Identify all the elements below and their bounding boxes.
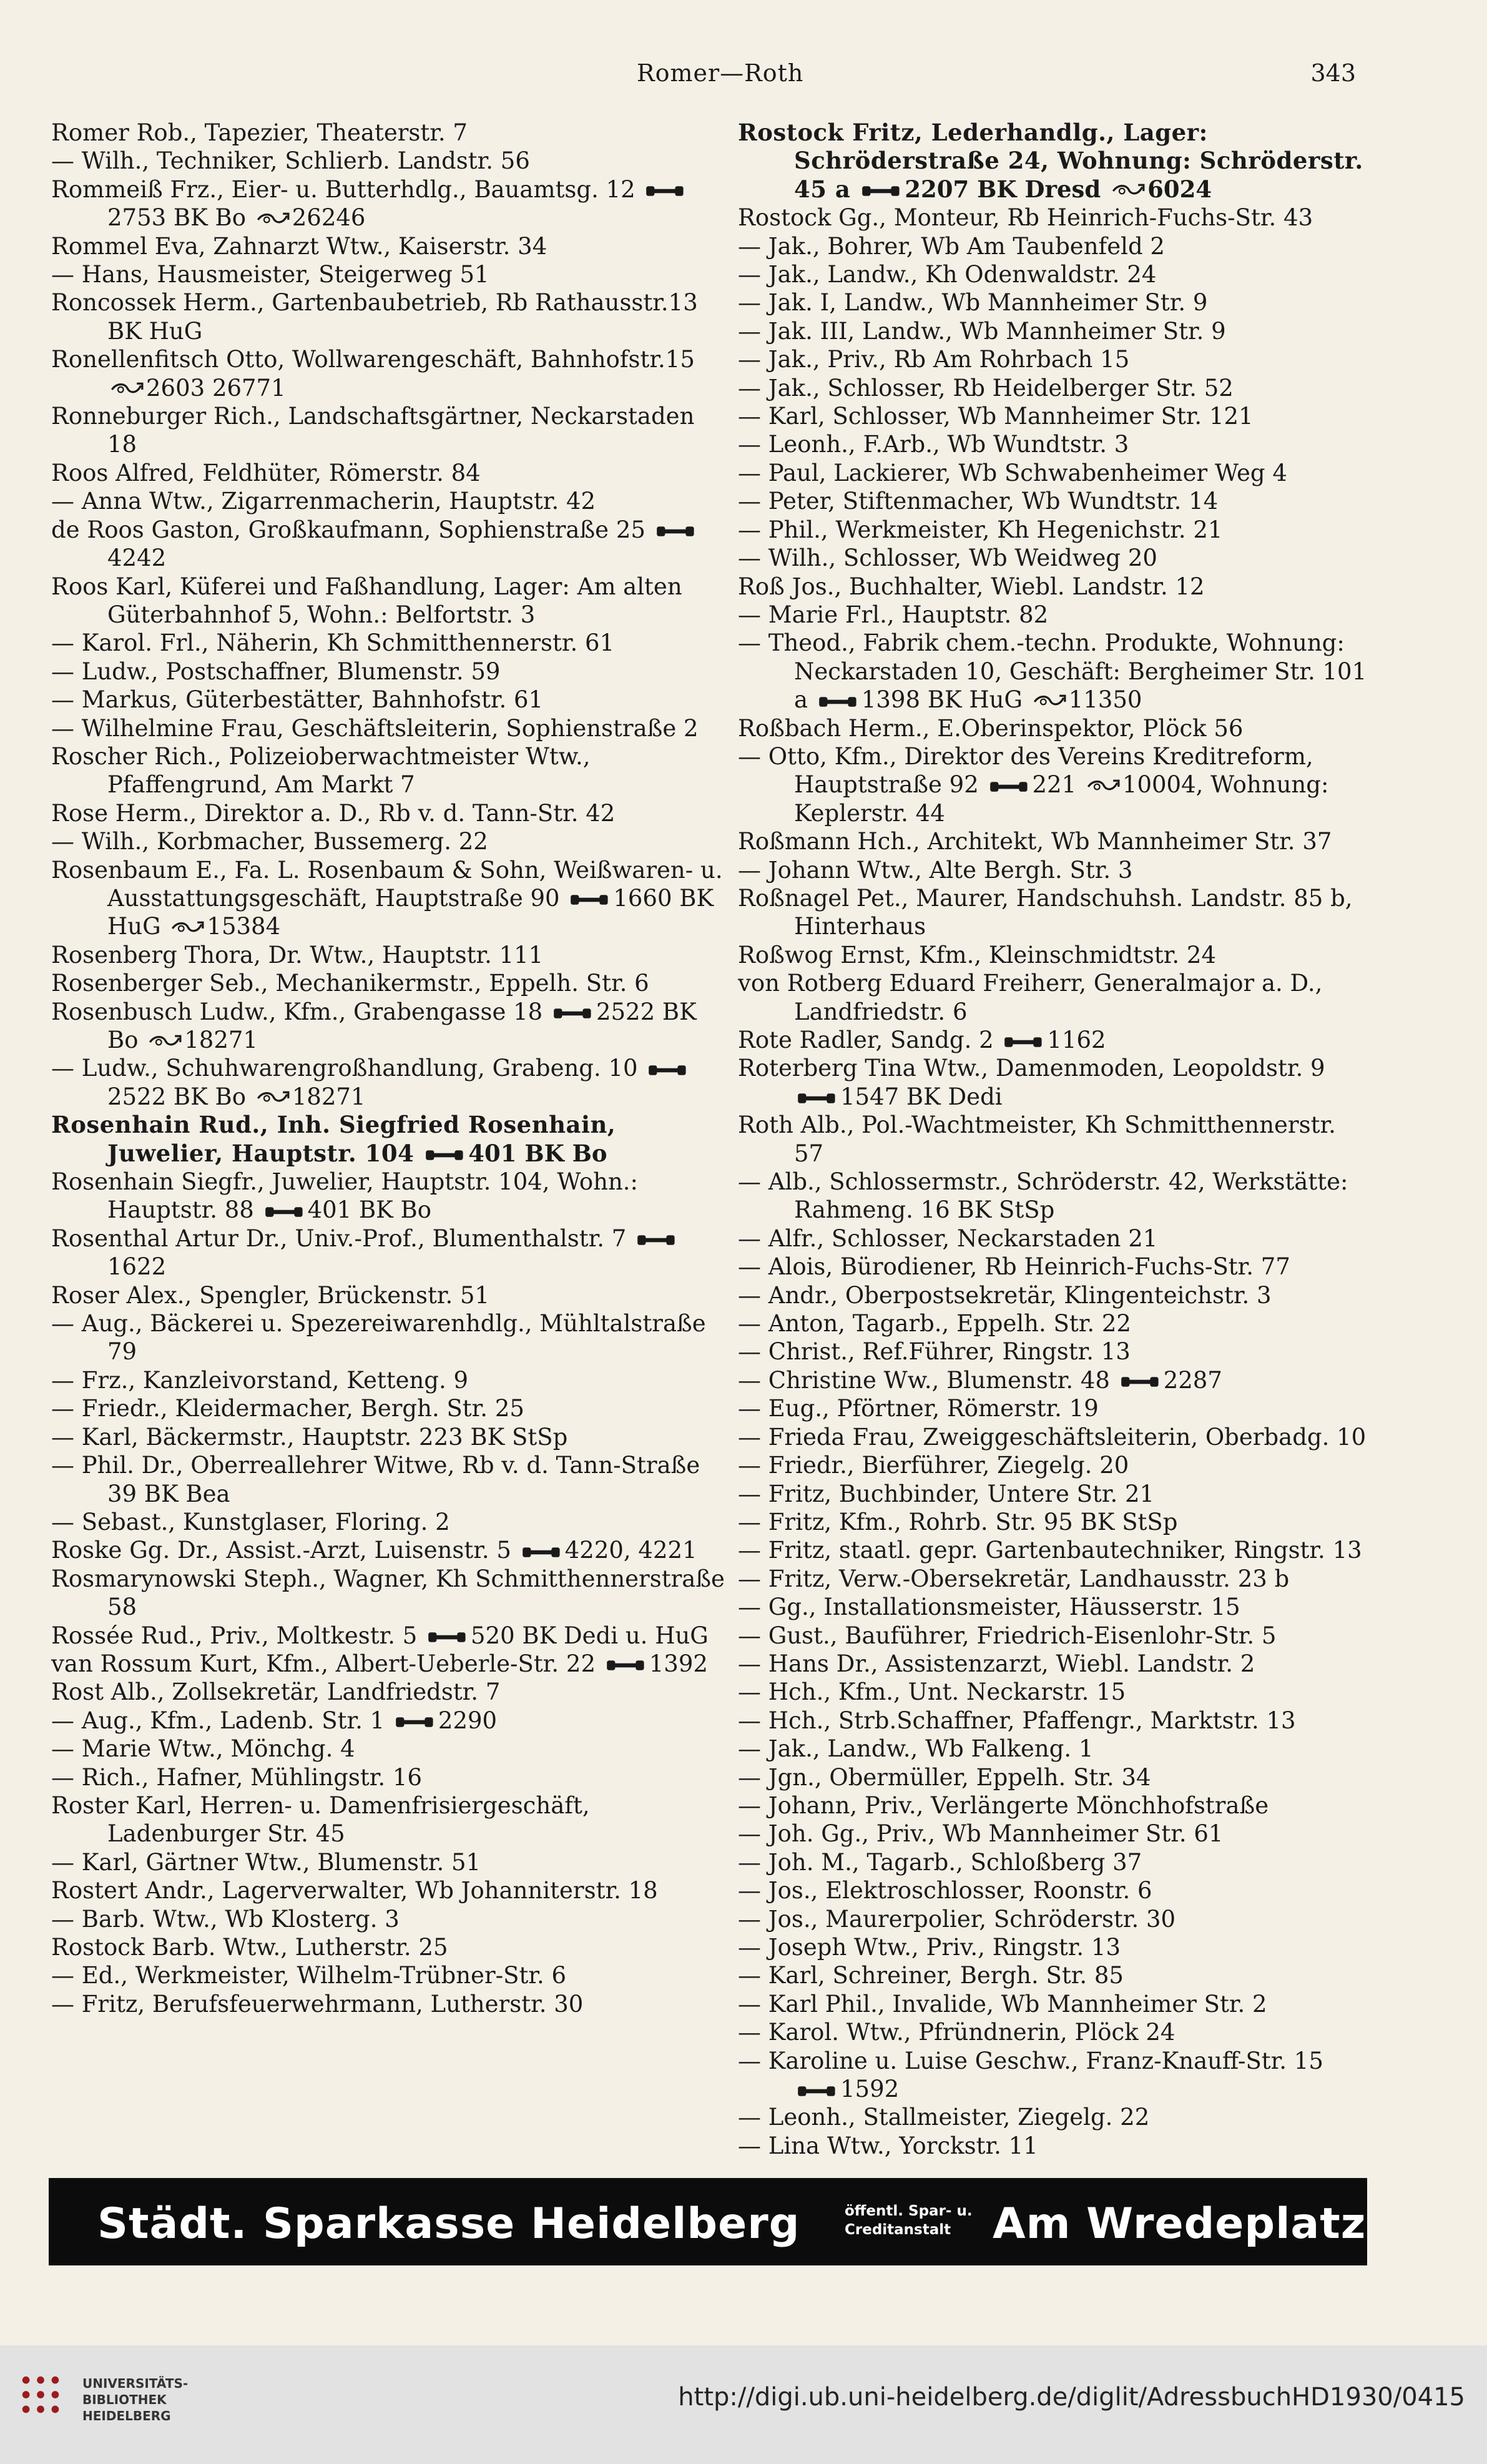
directory-entry [51,487,725,515]
banner-address: Am Wredeplatz [993,2199,1367,2249]
post-horn-icon [170,920,204,937]
entry-text: Roterberg Tina Wtw., Damenmoden, Leopoldstr. 9 [738,1055,1325,1082]
directory-entry [738,1054,1368,1111]
entry-text: Roncossek Herm., Gartenbaubetrieb, Rb Rathausstr.13 BK HuG [51,289,698,345]
library-name-line3: HEIDELBERG [82,2408,171,2423]
entry-text: — Aug., Bäckerei u. Spezereiwarenhdlg., Mühltalstraße 79 [51,1310,706,1366]
postal-account: 10004, Wohnung: Keplerstr. 44 [794,771,1329,827]
entry-text: — Jak., Bohrer, Wb Am Taubenfeld 2 [738,232,1165,260]
postal-account: 15384 [207,913,281,940]
telephone-receiver-icon [797,1092,838,1105]
entry-text: Rommeiß Frz., Eier- u. Butterhdlg., Bauamtsg. 12 [51,175,636,203]
directory-entry [51,1876,725,1905]
entry-text: — Rich., Hafner, Mühlingstr. 16 [51,1763,422,1791]
directory-entry [51,1565,725,1622]
entry-text: Rosenbaum E., Fa. L. Rosenbaum & Sohn, Weißwaren- u. Ausstattungsgeschäft, Hauptstraße 90 [51,856,723,912]
directory-entry [738,1735,1368,1763]
directory-entry [738,345,1368,373]
directory-entry [51,1309,725,1366]
banner-subtitle-line1: öffentl. Spar- u. [845,2203,973,2219]
entry-text: — Alfr., Schlosser, Neckarstaden 21 [738,1225,1158,1252]
directory-entry [51,1763,725,1791]
entry-text: — Karl, Bäckermstr., Hauptstr. 223 BK StSp [51,1423,568,1451]
entry-extra: 26771 [212,374,286,402]
directory-entry [51,175,725,232]
entry-text: — Barb. Wtw., Wb Klosterg. 3 [51,1905,400,1933]
entry-text: Rostock Fritz, Lederhandlg., Lager: Schröderstraße 24, Wohnung: Schröderstr. 45 a [738,119,1363,203]
directory-entry [51,1536,725,1564]
directory-entry [51,1394,725,1422]
entry-text: — Joh. Gg., Priv., Wb Mannheimer Str. 61 [738,1820,1224,1848]
entry-text: Roßbach Herm., E.Oberinspektor, Plöck 56 [738,714,1244,742]
directory-entry [51,1791,725,1848]
entry-text: Roßwog Ernst, Kfm., Kleinschmidtstr. 24 [738,941,1216,968]
post-horn-icon [256,1090,290,1106]
entry-text: — Wilhelmine Frau, Geschäftsleiterin, Sophienstraße 2 [51,714,699,742]
directory-entry [738,2018,1368,2046]
postal-account: 6024 [1147,175,1212,203]
directory-entry [738,1848,1368,1876]
directory-entry [51,629,725,657]
entry-text: — Wilh., Korbmacher, Bussemerg. 22 [51,828,488,855]
entry-text: — Jak., Schlosser, Rb Heidelberger Str. 52 [738,374,1234,402]
right-column [738,119,1368,2160]
entry-text: — Hans, Hausmeister, Steigerweg 51 [51,261,489,288]
entry-text: Roth Alb., Pol.-Wachtmeister, Kh Schmitthennerstr. 57 [738,1111,1336,1167]
directory-entry [738,1480,1368,1508]
telephone-number: 2290 [438,1707,498,1734]
telephone-number: 2522 BK Bo [107,1083,246,1110]
entry-text: — Jak., Priv., Rb Am Rohrbach 15 [738,346,1130,373]
entry-text: Rossée Rud., Priv., Moltkestr. 5 [51,1622,418,1649]
entry-text: — Andr., Oberpostsekretär, Klingenteichstr. 3 [738,1281,1272,1309]
entry-text: Roos Alfred, Feldhüter, Römerstr. 84 [51,459,481,486]
directory-entry [738,1820,1368,1848]
entry-text: — Gg., Installationsmeister, Häusserstr. 15 [738,1594,1240,1621]
entry-text: Ronellenfitsch Otto, Wollwarengeschäft, Bahnhofstr.15 [51,346,695,373]
viewer-footer [0,2345,1487,2464]
entry-text: Rosenbusch Ludw., Kfm., Grabengasse 18 [51,998,543,1025]
entry-text: Roscher Rich., Polizeioberwachtmeister Wtw., Pfaffengrund, Am Markt 7 [51,742,591,799]
directory-entry [51,1366,725,1394]
entry-text: — Peter, Stiftenmacher, Wb Wundtstr. 14 [738,488,1219,515]
entry-text: — Lina Wtw., Yorckstr. 11 [738,2132,1038,2159]
directory-entry [51,1423,725,1451]
telephone-number: 4242 [107,545,167,572]
entry-text: — Alb., Schlossermstr., Schröderstr. 42, Werkstätte: Rahmeng. 16 BK StSp [738,1168,1348,1224]
directory-entry [738,232,1368,260]
directory-entry [51,969,725,997]
directory-entry [738,1338,1368,1366]
entry-text: — Leonh., Stallmeister, Ziegelg. 22 [738,2104,1150,2131]
directory-entry [738,1309,1368,1338]
directory-entry [738,714,1368,742]
entry-text: — Fritz, staatl. gepr. Gartenbautechniker, Ringstr. 13 [738,1537,1362,1564]
directory-entry [51,827,725,855]
entry-text: — Ludw., Postschaffner, Blumenstr. 59 [51,658,501,685]
entry-text: — Karl, Schreiner, Bergh. Str. 85 [738,1962,1124,1989]
directory-entry [51,856,725,941]
entry-text: — Hch., Strb.Schaffner, Pfaffengr., Marktstr. 13 [738,1707,1296,1734]
entry-text: — Phil. Dr., Oberreallehrer Witwe, Rb v. d. Tann-Straße 39 BK Bea [51,1452,700,1507]
directory-entry [738,402,1368,430]
directory-entry [738,459,1368,487]
entry-text: Rosmarynowski Steph., Wagner, Kh Schmitthennerstraße 58 [51,1565,725,1621]
directory-entry [738,288,1368,317]
directory-entry [738,601,1368,629]
entry-text: Rosenberg Thora, Dr. Wtw., Hauptstr. 111 [51,941,544,968]
directory-entry [51,686,725,714]
entry-text: — Fritz, Verw.-Obersekretär, Landhausstr. 23 b [738,1565,1290,1592]
entry-text: Roßnagel Pet., Maurer, Handschuhsh. Landstr. 85 b, Hinterhaus [738,884,1353,940]
entry-text: — Karl, Gärtner Wtw., Blumenstr. 51 [51,1848,481,1876]
directory-entry [738,430,1368,458]
entry-text: — Marie Wtw., Mönchg. 4 [51,1735,355,1763]
telephone-receiver-icon [425,1148,466,1162]
directory-entry [738,2132,1368,2160]
telephone-number: 1392 [649,1650,708,1677]
postal-account: 18271 [292,1083,366,1110]
entry-text: Roster Karl, Herren- u. Damenfrisiergeschäft, Ladenburger Str. 45 [51,1791,590,1848]
directory-entry [51,573,725,629]
directory-entry [738,317,1368,345]
directory-entry [738,1876,1368,1905]
telephone-number: 401 BK Bo [468,1139,607,1167]
directory-entry [51,260,725,288]
advertisement-banner [49,2178,1367,2265]
entry-text: — Phil., Werkmeister, Kh Hegenichstr. 21 [738,516,1223,543]
directory-entry [738,544,1368,572]
telephone-receiver-icon [521,1545,562,1559]
entry-text: — Ludw., Schuhwarengroßhandlung, Grabeng. 10 [51,1055,638,1082]
directory-entry [738,856,1368,884]
entry-text: — Ed., Werkmeister, Wilhelm-Trübner-Str. 6 [51,1962,567,1989]
running-head: Romer—Roth [637,59,804,87]
telephone-receiver-icon [1120,1375,1161,1389]
directory-entry [51,1650,725,1678]
entry-text: — Christ., Ref.Führer, Ringstr. 13 [738,1338,1131,1366]
directory-entry [51,119,725,147]
telephone-receiver-icon [989,780,1030,794]
entry-text: — Karoline u. Luise Geschw., Franz-Knauff-Str. 15 [738,2047,1323,2074]
post-horn-icon [1033,694,1066,710]
postal-account: 26246 [292,204,366,232]
entry-text: — Paul, Lackierer, Wb Schwabenheimer Weg 4 [738,459,1287,486]
directory-entry [738,1168,1368,1225]
directory-entry [738,260,1368,288]
directory-entry [51,742,725,799]
directory-entry [738,884,1368,941]
directory-entry [51,1451,725,1508]
directory-entry [738,941,1368,969]
entry-text: Ronneburger Rich., Landschaftsgärtner, Neckarstaden 18 [51,403,695,458]
entry-text: — Frieda Frau, Zweiggeschäftsleiterin, Oberbadg. 10 [738,1423,1367,1451]
entry-text: — Friedr., Kleidermacher, Bergh. Str. 25 [51,1395,524,1422]
directory-entry [51,1054,725,1111]
directory-entry [738,1593,1368,1621]
telephone-number: 1660 BK HuG [107,884,714,940]
entry-text: — Fritz, Berufsfeuerwehrmann, Lutherstr. 30 [51,1990,584,2018]
entry-text: — Karl Phil., Invalide, Wb Mannheimer Str. 2 [738,1990,1267,2018]
directory-entry [51,1707,725,1735]
entry-text: — Hans Dr., Assistenzarzt, Wiebl. Landstr. 2 [738,1650,1255,1677]
entry-text: — Fritz, Kfm., Rohrb. Str. 95 BK StSp [738,1508,1178,1535]
directory-entry [738,1423,1368,1451]
directory-entry [51,714,725,742]
entry-text: von Rotberg Eduard Freiherr, Generalmajor a. D., Landfriedstr. 6 [738,970,1323,1025]
telephone-receiver-icon [655,525,697,538]
directory-entry [51,1622,725,1650]
directory-entry [51,998,725,1055]
entry-text: — Karol. Wtw., Pfründnerin, Plöck 24 [738,2019,1175,2046]
entry-text: — Markus, Güterbestätter, Bahnhofstr. 61 [51,686,544,714]
directory-entry [51,459,725,487]
telephone-number: 1162 [1047,1027,1106,1053]
entry-text: Roßmann Hch., Architekt, Wb Mannheimer Str. 37 [738,828,1332,855]
telephone-number: 520 BK Dedi u. HuG [471,1622,709,1649]
directory-entry [738,1763,1368,1791]
entry-text: — Jak. III, Landw., Wb Mannheimer Str. 9 [738,317,1226,345]
page-header [0,59,1487,97]
directory-entry [738,487,1368,515]
directory-entry [738,1707,1368,1735]
banner-subtitle-line2: Creditanstalt [845,2222,951,2238]
directory-entry [738,119,1368,204]
entry-text: Rostock Gg., Monteur, Rb Heinrich-Fuchs-Str. 43 [738,204,1313,232]
entry-text: — Eug., Pförtner, Römerstr. 19 [738,1395,1099,1422]
directory-entry [51,799,725,827]
directory-entry [51,288,725,345]
entry-text: — Jgn., Obermüller, Eppelh. Str. 34 [738,1763,1151,1791]
directory-entry [738,1536,1368,1564]
directory-entry [51,1735,725,1763]
directory-entry [738,1678,1368,1706]
library-logo-icon [16,2370,65,2419]
directory-entry [738,374,1368,402]
entry-text: de Roos Gaston, Großkaufmann, Sophienstraße 25 [51,516,645,543]
telephone-receiver-icon [395,1715,436,1729]
directory-entry [51,1990,725,2018]
entry-text: — Jak. I, Landw., Wb Mannheimer Str. 9 [738,289,1208,317]
library-name-line1: UNIVERSITÄTS- [82,2376,189,2391]
entry-text: — Wilh., Schlosser, Wb Weidweg 20 [738,545,1157,572]
telephone-receiver-icon [427,1630,468,1644]
directory-entry [738,1933,1368,1961]
postal-account: 11350 [1068,686,1142,714]
entry-text: — Jos., Maurerpolier, Schröderstr. 30 [738,1905,1176,1933]
entry-text: — Fritz, Buchbinder, Untere Str. 21 [738,1480,1155,1507]
post-horn-icon [256,212,290,228]
directory-entry [738,2047,1368,2104]
directory-entry [738,969,1368,1026]
entry-text: — Theod., Fabrik chem.-techn. Produkte, Wohnung: Neckarstaden 10, Geschäft: Bergheimer Str. 101 a [738,629,1367,714]
directory-entry [738,827,1368,855]
directory-entry [738,1225,1368,1253]
entry-text: van Rossum Kurt, Kfm., Albert-Ueberle-Str. 22 [51,1650,596,1677]
telephone-receiver-icon [552,1007,594,1020]
telephone-receiver-icon [861,184,902,198]
directory-entry [738,629,1368,714]
left-column [51,119,725,2018]
source-url-link[interactable]: http://digi.ub.uni-heidelberg.de/diglit/AdressbuchHD1930/0415 [678,2383,1465,2412]
entry-text: Roser Alex., Spengler, Brückenstr. 51 [51,1281,490,1309]
entry-text: Rost Alb., Zollsekretär, Landfriedstr. 7 [51,1678,501,1706]
directory-entry [51,1678,725,1706]
directory-entry [51,1933,725,1961]
telephone-number: 1622 [107,1253,167,1281]
entry-text: — Joseph Wtw., Priv., Ringstr. 13 [738,1934,1121,1961]
directory-entry [738,516,1368,544]
telephone-number: 221 [1032,771,1077,799]
entry-text: Romer Rob., Tapezier, Theaterstr. 7 [51,119,468,146]
entry-text: — Otto, Kfm., Direktor des Vereins Kreditreform, Hauptstraße 92 [738,742,1313,799]
entry-text: Roos Karl, Küferei und Faßhandlung, Lager: Am alten Güterbahnhof 5, Wohn.: Belfortstr. 3 [51,573,682,628]
entry-text: Rostock Barb. Wtw., Lutherstr. 25 [51,1934,448,1961]
telephone-receiver-icon [569,893,611,907]
directory-entry [51,1111,725,1168]
entry-text: — Marie Frl., Hauptstr. 82 [738,601,1049,628]
directory-entry [738,1253,1368,1281]
entry-text: Rostert Andr., Lagerverwalter, Wb Johanniterstr. 18 [51,1877,658,1905]
entry-text: — Johann Wtw., Alte Bergh. Str. 3 [738,856,1133,884]
entry-text: Roske Gg. Dr., Assist.-Arzt, Luisenstr. 5 [51,1537,511,1564]
entry-text: Rosenhain Rud., Inh. Siegfried Rosenhain, Juwelier, Hauptstr. 104 [51,1111,616,1167]
telephone-number: 2753 BK Bo [107,204,246,232]
entry-text: Rote Radler, Sandg. 2 [738,1027,994,1053]
entry-text: Rosenhain Siegfr., Juwelier, Hauptstr. 104, Wohn.: Hauptstr. 88 [51,1168,638,1224]
entry-text: — Jos., Elektroschlosser, Roonstr. 6 [738,1877,1152,1905]
entry-text: — Christine Ww., Blumenstr. 48 [738,1366,1110,1394]
directory-entry [51,232,725,260]
directory-entry [738,1281,1368,1309]
entry-text: Rosenberger Seb., Mechanikermstr., Eppelh. Str. 6 [51,970,649,997]
directory-entry [51,1168,725,1225]
directory-entry [738,573,1368,601]
entry-text: — Karl, Schlosser, Wb Mannheimer Str. 121 [738,403,1254,430]
directory-entry [51,1848,725,1876]
entry-text: — Sebast., Kunstglaser, Floring. 2 [51,1508,450,1535]
post-horn-icon [110,382,144,398]
directory-entry [738,1508,1368,1536]
entry-text: — Karol. Frl., Näherin, Kh Schmitthennerstr. 61 [51,629,615,657]
postal-account: 2603 [146,374,205,402]
directory-entry [51,1961,725,1989]
telephone-receiver-icon [264,1205,305,1219]
library-name [82,2375,188,2424]
directory-entry [738,1791,1368,1820]
directory-entry [738,1650,1368,1678]
entry-text: Roß Jos., Buchhalter, Wiebl. Landstr. 12 [738,573,1205,600]
entry-text: — Jak., Landw., Wb Falkeng. 1 [738,1735,1094,1763]
directory-entry [738,2103,1368,2131]
directory-entry [738,1366,1368,1394]
telephone-receiver-icon [647,1063,689,1077]
directory-entry [738,742,1368,827]
entry-text: — Anton, Tagarb., Eppelh. Str. 22 [738,1310,1131,1338]
post-horn-icon [1086,779,1120,795]
directory-entry [51,1905,725,1933]
library-name-line2: BIBLIOTHEK [82,2392,167,2407]
telephone-receiver-icon [636,1233,677,1247]
telephone-number: 2207 BK Dresd [905,175,1101,203]
banner-bank-name: Städt. Sparkasse Heidelberg [97,2199,800,2249]
entry-text: — Frz., Kanzleivorstand, Ketteng. 9 [51,1366,469,1394]
directory-entry [738,1026,1368,1054]
telephone-number: 401 BK Bo [307,1196,432,1224]
directory-entry [51,402,725,459]
directory-entry [738,1111,1368,1168]
telephone-receiver-icon [1003,1035,1044,1049]
directory-entry [51,1508,725,1536]
telephone-number: 1398 BK HuG [861,686,1023,714]
directory-entry [738,1622,1368,1650]
directory-entry [738,1905,1368,1933]
entry-text: — Leonh., F.Arb., Wb Wundtstr. 3 [738,431,1129,458]
directory-entry [51,345,725,402]
entry-text: — Jak., Landw., Kh Odenwaldstr. 24 [738,261,1157,288]
entry-text: — Alois, Bürodiener, Rb Heinrich-Fuchs-Str. 77 [738,1253,1290,1281]
directory-entry [738,204,1368,232]
telephone-number: 4220, 4221 [564,1537,697,1564]
telephone-number: 2522 BK Bo [107,998,697,1053]
directory-entry [51,941,725,969]
entry-text: Rose Herm., Direktor a. D., Rb v. d. Tann-Str. 42 [51,799,616,827]
directory-entry [738,1565,1368,1593]
post-horn-icon [148,1034,182,1050]
directory-entry [738,1451,1368,1479]
entry-text: — Anna Wtw., Zigarrenmacherin, Hauptstr. 42 [51,488,596,515]
directory-entry [51,147,725,175]
entry-text: Rosenthal Artur Dr., Univ.-Prof., Blumenthalstr. 7 [51,1225,627,1252]
banner-subtitle [845,2202,973,2239]
telephone-number: 2287 [1163,1366,1222,1394]
directory-entry [738,1990,1368,2018]
telephone-receiver-icon [797,2084,838,2098]
postal-account: 18271 [184,1027,258,1053]
entry-text: — Friedr., Bierführer, Ziegelg. 20 [738,1452,1129,1479]
entry-text: — Aug., Kfm., Ladenb. Str. 1 [51,1707,385,1734]
entry-text: — Wilh., Techniker, Schlierb. Landstr. 56 [51,147,530,175]
post-horn-icon [1111,183,1145,199]
directory-entry [51,658,725,686]
directory-entry [51,1225,725,1281]
directory-entry [51,516,725,573]
entry-text: — Johann, Priv., Verlängerte Mönchhofstraße [738,1791,1269,1819]
telephone-receiver-icon [645,184,686,198]
telephone-receiver-icon [606,1658,647,1672]
telephone-number: 1547 BK Dedi [840,1083,1003,1110]
page-number: 343 [1310,59,1356,87]
directory-entry [51,1281,725,1309]
entry-text: Rommel Eva, Zahnarzt Wtw., Kaiserstr. 34 [51,232,547,260]
entry-text: — Gust., Bauführer, Friedrich-Eisenlohr-Str. 5 [738,1622,1277,1649]
entry-text: — Hch., Kfm., Unt. Neckarstr. 15 [738,1678,1126,1706]
entry-text: — Joh. M., Tagarb., Schloßberg 37 [738,1848,1142,1876]
telephone-number: 1592 [840,2076,900,2103]
directory-entry [738,1961,1368,1989]
telephone-receiver-icon [818,695,859,709]
directory-entry [738,1394,1368,1422]
